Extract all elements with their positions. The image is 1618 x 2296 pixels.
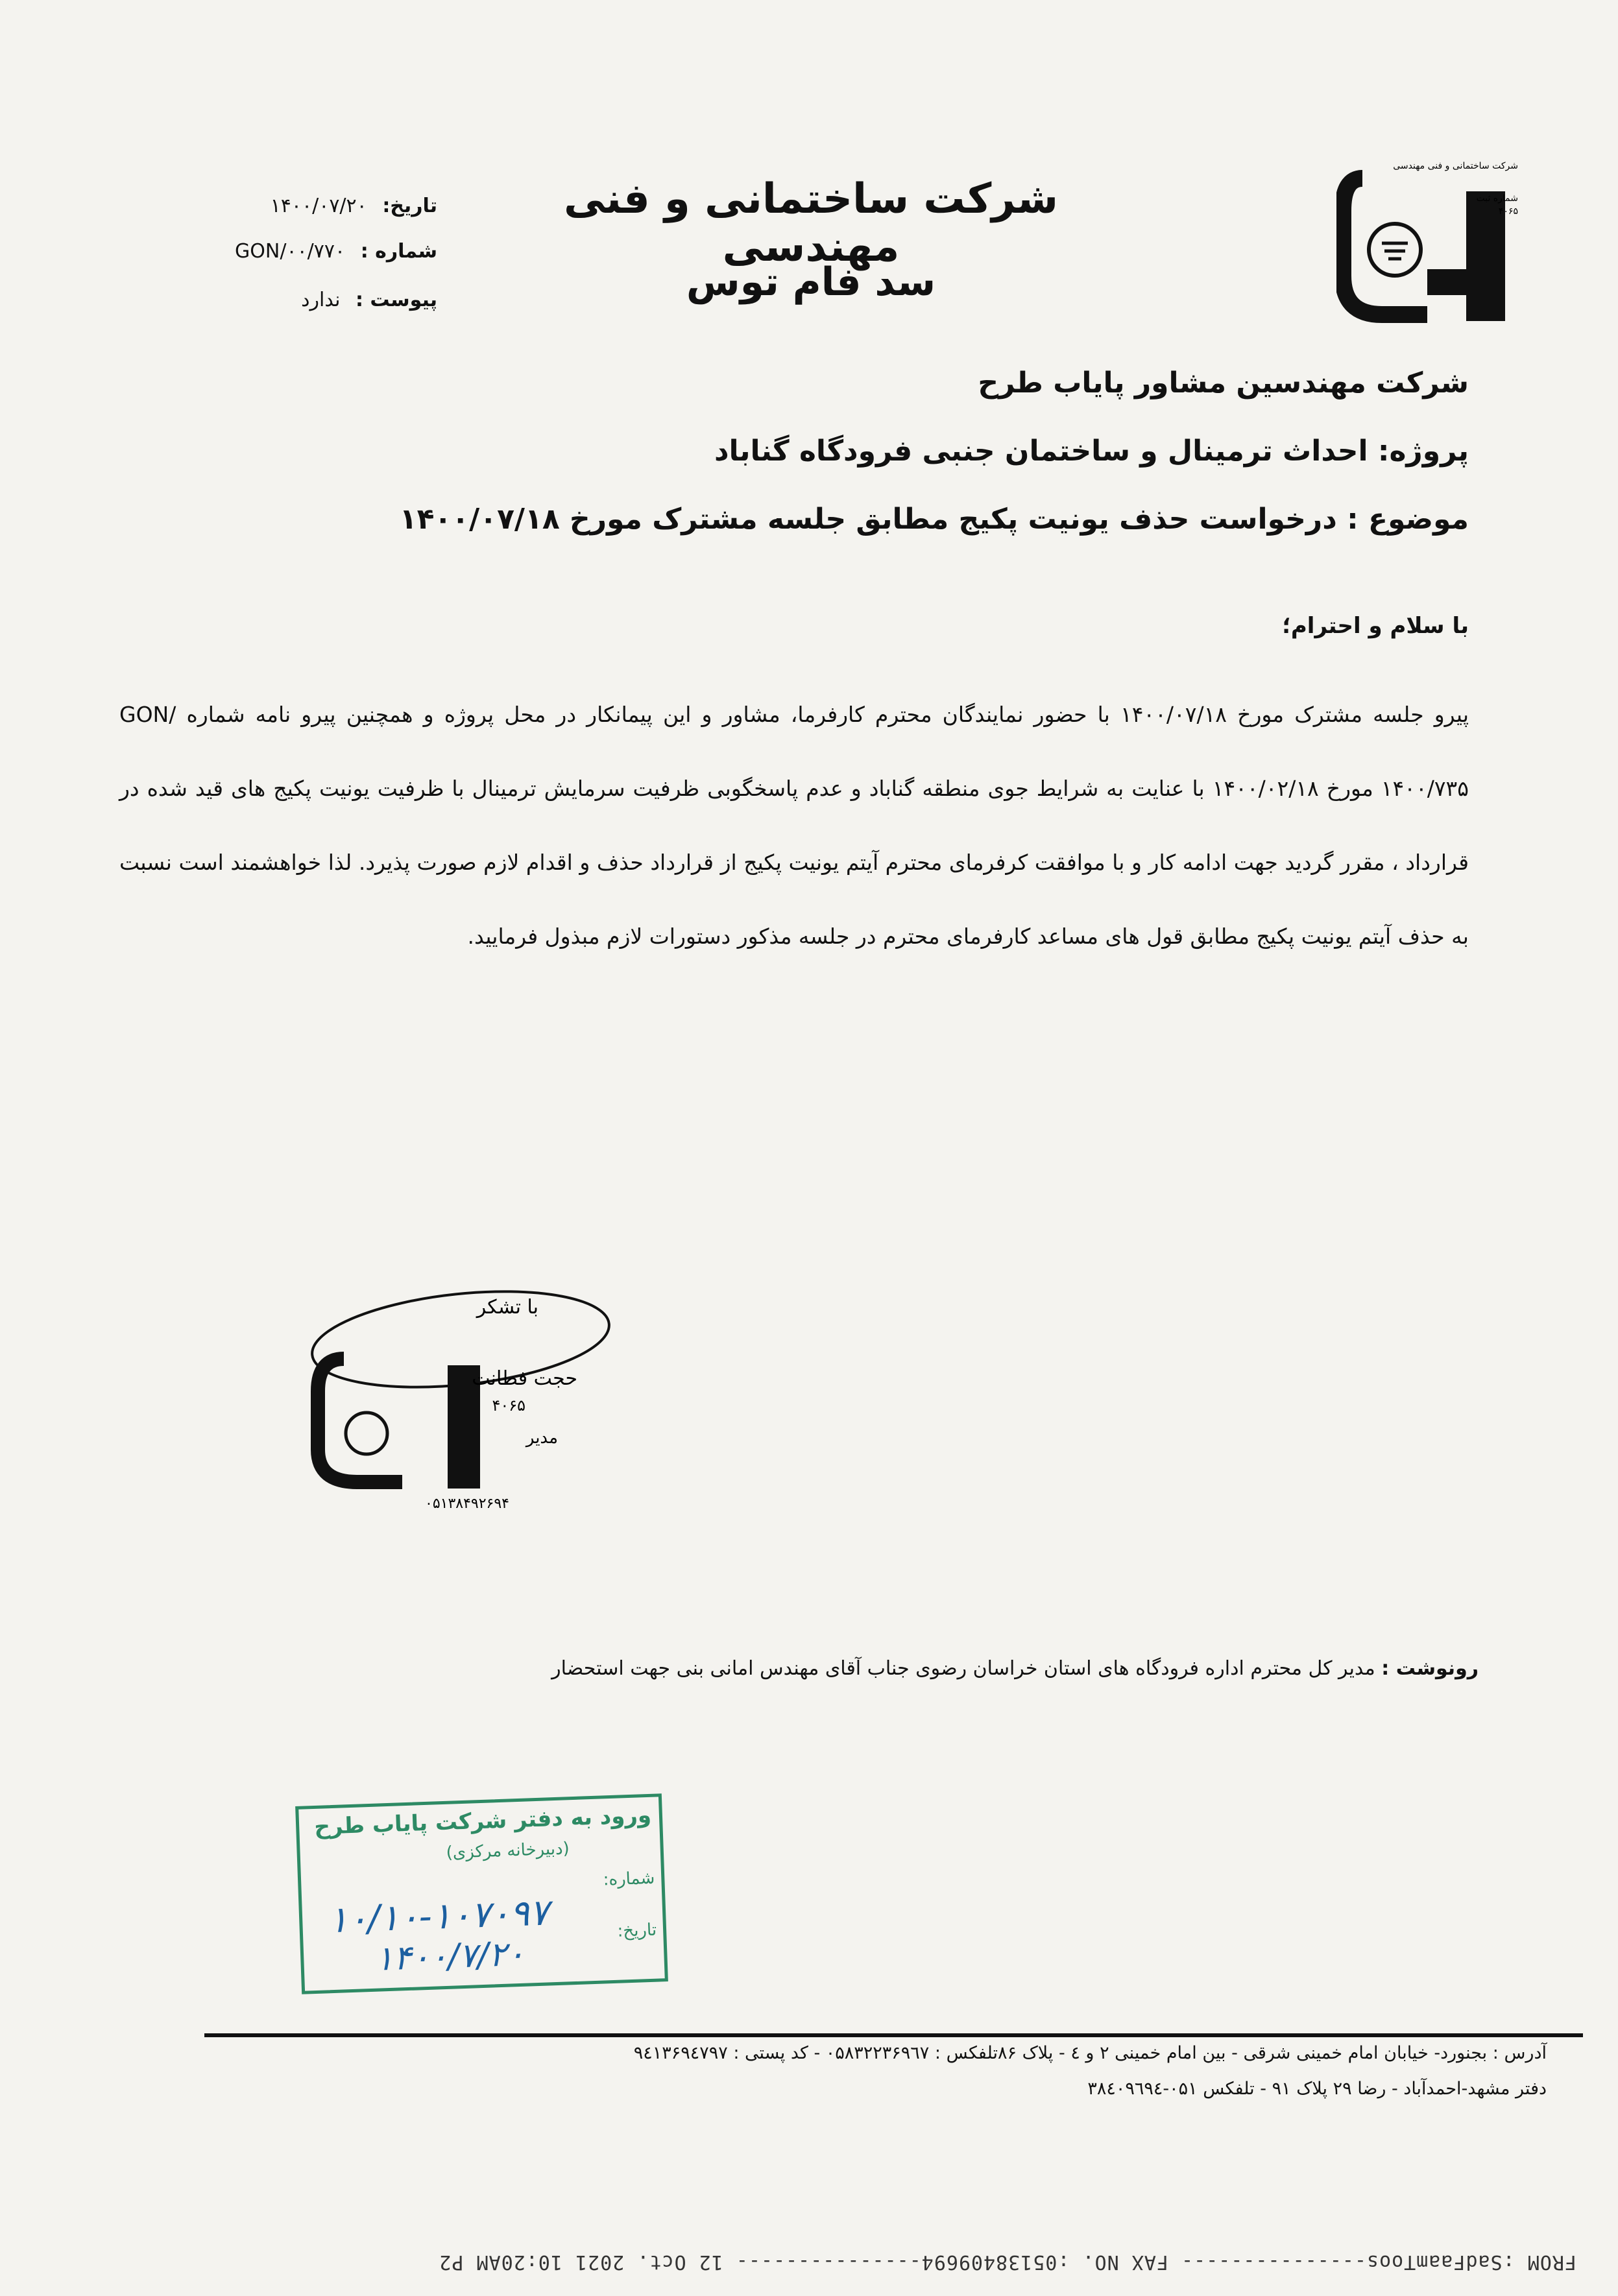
logo-caption-reg: شماره ثبت: [1476, 193, 1518, 204]
number-value: GON/۰۰/۷۷۰: [235, 240, 346, 263]
cc-line: [116, 1657, 1479, 1680]
recipient: شرکت مهندسین مشاور پایاب طرح: [978, 366, 1469, 400]
footer-divider: [204, 2033, 1583, 2037]
receipt-stamp: [295, 1793, 668, 1994]
date-value: ۱۴۰۰/۰۷/۲۰: [270, 195, 367, 217]
cc-label: رونوشت :: [1381, 1657, 1479, 1680]
fax-header: FROM :SadFaamToos--------------- FAX NO. :05138409694--------------- 12 Oct. 2021 10:20AM P2: [439, 2251, 1576, 2273]
logo-caption-num: ۴۰۶۵: [1498, 206, 1518, 217]
signature-stamp-icon: [305, 1287, 629, 1521]
footer-address-line1: آدرس : بجنورد- خیابان امام خمینی شرقی - بین امام خمینی ۲ و ٤ - پلاک ۸۶تلفکس : ۰۵۸۳۲۲۳۶۹٦۷ - کد پستی : ۹٤۱۳۶۹٤۷۹۷: [633, 2043, 1547, 2063]
stamp-number-value: ۱۰/۱۰-۱۰۷۰۹۷: [328, 1891, 550, 1942]
meta-attachment: [145, 289, 437, 311]
attachment-label: پیوست :: [355, 289, 437, 311]
project-line: پروژه: احداث ترمینال و ساختمان جنبی فرودگاه گناباد: [714, 435, 1469, 468]
signature-line3: ۴۰۶۵: [492, 1396, 525, 1415]
stamp-date-label: تاریخ:: [617, 1920, 657, 1941]
stamp-subtitle: (دبیرخانه مرکزی): [446, 1839, 570, 1863]
greeting: با سلام و احترام؛: [1282, 613, 1469, 639]
subject-line: موضوع : درخواست حذف یونیت پکیج مطابق جلسه مشترک مورخ ۱۴۰۰/۰۷/۱۸: [399, 503, 1469, 536]
meta-number: [145, 240, 437, 263]
attachment-value: ندارد: [301, 289, 341, 311]
company-subname: سد فام توس: [686, 259, 936, 305]
signature-line2: حجت فطانت: [472, 1367, 577, 1390]
footer-address-line2: دفتر مشهد-احمدآباد - رضا ۲۹ پلاک ۹۱ - تلفکس ۰۵۱-۳۸٤۰۹٦۹٤: [1087, 2079, 1547, 2099]
signature-line1: با تشکر: [476, 1296, 538, 1319]
date-label: تاریخ:: [382, 195, 437, 217]
cc-text: مدیر کل محترم اداره فرودگاه های استان خراسان رضوی جناب آقای مهندس امانی بنی جهت استحضار: [551, 1657, 1375, 1680]
company-logo-icon: [1336, 152, 1525, 334]
meta-date: [145, 195, 437, 217]
stamp-number-label: شماره:: [603, 1868, 655, 1890]
signature-phone: ۰۵۱۳۸۴۹۲۶۹۴: [425, 1496, 509, 1512]
stamp-title: ورود به دفتر شرکت پایاب طرح: [313, 1802, 652, 1840]
signature-line4: مدیر: [525, 1428, 558, 1448]
letter-body: پیرو جلسه مشترک مورخ ۱۴۰۰/۰۷/۱۸ با حضور نمایندگان محترم کارفرما، مشاور و این پیمانکار در محل پروژه و همچنین پیرو نامه شماره GON/۱۴۰۰/۷۳۵ مورخ ۱۴۰۰/۰۲/۱۸ با عنایت به شرایط جوی منطقه گناباد و عدم پاسخگوبی ظرفیت سرمایش ترمینال با ظرفیت یونیت پکیج های قید شده در قرارداد ، مقرر گردید جهت ادامه کار و با موافقت کرفرمای محترم آیتم یونیت پکیج از قرارداد حذف و اقدام لازم صورت پذیرد. لذا خواهشمند است نسبت به حذف آیتم یونیت پکیج مطابق قول های مساعد کارفرمای محترم در جلسه مذکور دستورات لازم مبذول فرمایید.: [119, 702, 1469, 949]
number-label: شماره :: [360, 240, 437, 263]
logo-caption: شرکت ساختمانی و فنی مهندسی: [1393, 161, 1518, 171]
company-name: شرکت ساختمانی و فنی مهندسی: [563, 175, 1059, 271]
stamp-date-value: ۱۴۰۰/۷/۲۰: [374, 1934, 525, 1979]
